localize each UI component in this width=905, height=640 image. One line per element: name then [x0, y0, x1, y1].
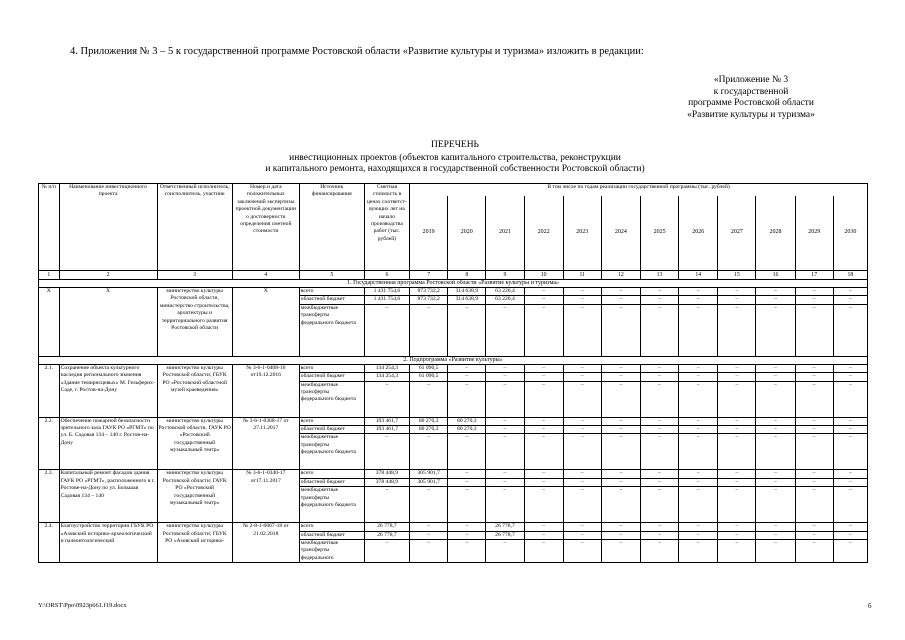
- year-value: –: [524, 288, 563, 296]
- funding-source: всего: [299, 364, 364, 372]
- year-value: –: [756, 296, 795, 304]
- year-value: –: [486, 470, 524, 478]
- year-value: –: [718, 531, 756, 539]
- year-value: –: [679, 531, 718, 539]
- year-value: –: [563, 426, 601, 434]
- column-number: 8: [448, 271, 486, 280]
- year-value: 305 901,7: [410, 470, 448, 478]
- year-value: –: [563, 296, 601, 304]
- year-value: –: [641, 487, 679, 523]
- year-value: –: [524, 531, 563, 539]
- year-value: –: [601, 381, 640, 417]
- year-value: –: [718, 540, 756, 563]
- year-value: –: [601, 296, 640, 304]
- year-value: –: [756, 434, 795, 470]
- header-cost: Сметная стоимость в ценах соответст-вующих лет на начало производства работ (тыс. рублей): [364, 184, 409, 271]
- estimated-cost: –: [364, 540, 409, 563]
- column-number: 9: [486, 271, 524, 280]
- year-value: –: [833, 304, 867, 356]
- year-value: –: [410, 487, 448, 523]
- year-value: –: [795, 540, 833, 563]
- year-value: –: [718, 487, 756, 523]
- estimated-cost: –: [364, 434, 409, 470]
- year-value: –: [448, 478, 486, 486]
- estimated-cost: –: [364, 381, 409, 417]
- funding-source: всего: [299, 288, 364, 296]
- year-value: 314 638,9: [448, 288, 486, 296]
- year-value: –: [601, 434, 640, 470]
- year-value: –: [795, 426, 833, 434]
- year-value: –: [756, 417, 795, 425]
- year-value: –: [601, 478, 640, 486]
- year-value: 873 732,2: [410, 296, 448, 304]
- column-number: 7: [410, 271, 448, 280]
- year-value: –: [563, 364, 601, 372]
- header-row: [39, 184, 868, 196]
- estimated-cost: 378 448,9: [364, 470, 409, 478]
- project-line-row: [39, 417, 868, 425]
- year-value: –: [486, 540, 524, 563]
- project-name: Капитальный ремонт фасадов здания ГАУК РО «РГМТ», расположенного в г. Ростове-на-Дону по ул. Большая Садовая 134 – 140: [59, 470, 157, 523]
- project-line-row: [39, 364, 868, 372]
- funding-source: межбюджетные трансферты федерального бюджета: [299, 381, 364, 417]
- funding-source: областной бюджет: [299, 478, 364, 486]
- header-year: 2020: [448, 196, 486, 271]
- year-value: –: [679, 426, 718, 434]
- year-value: 80 270,3: [410, 417, 448, 425]
- year-value: 80 270,3: [448, 417, 486, 425]
- year-value: –: [833, 470, 867, 478]
- year-value: –: [795, 487, 833, 523]
- header-year: 2029: [795, 196, 833, 271]
- table-body: [39, 184, 868, 563]
- year-value: –: [486, 417, 524, 425]
- project-line-row: [39, 523, 868, 531]
- header-num: № п/п: [39, 184, 60, 271]
- year-value: –: [601, 364, 640, 372]
- year-value: –: [448, 304, 486, 356]
- year-value: –: [679, 288, 718, 296]
- year-value: –: [563, 373, 601, 381]
- estimated-cost: 1 431 754,6: [364, 288, 409, 296]
- year-value: –: [641, 426, 679, 434]
- year-value: –: [833, 296, 867, 304]
- column-number: 18: [833, 271, 867, 280]
- year-value: –: [641, 523, 679, 531]
- year-value: –: [833, 540, 867, 563]
- year-value: –: [833, 288, 867, 296]
- page-number: 6: [868, 602, 872, 610]
- funding-source: всего: [299, 470, 364, 478]
- year-value: –: [679, 470, 718, 478]
- year-value: –: [641, 288, 679, 296]
- year-value: –: [833, 478, 867, 486]
- year-value: 873 732,2: [410, 288, 448, 296]
- estimated-cost: 193 461,7: [364, 417, 409, 425]
- year-value: –: [524, 364, 563, 372]
- header-year: 2024: [601, 196, 640, 271]
- header-year: 2026: [679, 196, 718, 271]
- year-value: –: [601, 426, 640, 434]
- year-value: –: [641, 540, 679, 563]
- section-title: 2. Подпрограмма «Развитие культуры»: [39, 356, 868, 364]
- column-number: 11: [563, 271, 601, 280]
- project-doc: X: [232, 288, 299, 357]
- column-numbers-row: [39, 271, 868, 280]
- estimated-cost: 26 778,7: [364, 523, 409, 531]
- project-executor: министерство культуры Ростовской области, ГАУК РО «Ростовский государственный музыкальный театр»: [157, 417, 232, 470]
- year-value: –: [756, 364, 795, 372]
- funding-source: областной бюджет: [299, 531, 364, 539]
- funding-source: всего: [299, 417, 364, 425]
- year-value: –: [524, 470, 563, 478]
- funding-source: всего: [299, 523, 364, 531]
- year-value: –: [601, 487, 640, 523]
- year-value: –: [641, 417, 679, 425]
- year-value: –: [524, 381, 563, 417]
- year-value: 305 901,7: [410, 478, 448, 486]
- title-line: ПЕРЕЧЕНЬ: [430, 140, 480, 150]
- year-value: 26 778,7: [486, 523, 524, 531]
- funding-source: областной бюджет: [299, 296, 364, 304]
- funding-source: областной бюджет: [299, 426, 364, 434]
- funding-source: межбюджетные трансферты федерального бюджета: [299, 487, 364, 523]
- estimated-cost: 134 254,3: [364, 364, 409, 372]
- appendix-line: программе Ростовской области: [688, 98, 814, 108]
- year-value: –: [833, 523, 867, 531]
- header-year: 2021: [486, 196, 524, 271]
- year-value: 61 090,5: [410, 373, 448, 381]
- project-name: X: [59, 288, 157, 357]
- year-value: –: [756, 381, 795, 417]
- column-number: 6: [364, 271, 409, 280]
- year-value: –: [679, 417, 718, 425]
- year-value: –: [448, 434, 486, 470]
- year-value: –: [641, 296, 679, 304]
- year-value: –: [718, 478, 756, 486]
- year-value: –: [563, 470, 601, 478]
- funding-source: областной бюджет: [299, 373, 364, 381]
- year-value: –: [795, 470, 833, 478]
- year-value: –: [795, 523, 833, 531]
- year-value: –: [795, 531, 833, 539]
- year-value: –: [718, 288, 756, 296]
- project-doc: № 3-6-1-0408-16 от19.12.2016: [232, 364, 299, 417]
- year-value: –: [486, 381, 524, 417]
- project-name: Обеспечение пожарной безопасности зрительного зала ГАУК РО «РГМТ» по ул. Б. Садовая 134 – 140 г. Ростов-на-Дону: [59, 417, 157, 470]
- year-value: –: [601, 531, 640, 539]
- year-value: –: [448, 540, 486, 563]
- column-number: 10: [524, 271, 563, 280]
- project-executor: министерство культуры Ростовской области; ГБУК РО «Ростовский областной музей краеведения»: [157, 364, 232, 417]
- header-year: 2028: [756, 196, 795, 271]
- project-executor: министерство культуры Ростовской области; ГАУК РО «Ростовский государственный музыкальный театр»: [157, 470, 232, 523]
- year-value: –: [679, 373, 718, 381]
- title-line: и капитального ремонта, находящихся в государственной собственности Ростовской области): [265, 164, 645, 174]
- column-number: 1: [39, 271, 60, 280]
- year-value: 26 778,7: [486, 531, 524, 539]
- header-year: 2027: [718, 196, 756, 271]
- year-value: –: [718, 304, 756, 356]
- year-value: –: [641, 478, 679, 486]
- year-value: –: [756, 288, 795, 296]
- year-value: –: [563, 288, 601, 296]
- year-value: –: [679, 478, 718, 486]
- year-value: –: [718, 523, 756, 531]
- year-value: –: [448, 531, 486, 539]
- project-line-row: [39, 470, 868, 478]
- year-value: –: [601, 417, 640, 425]
- year-value: –: [448, 373, 486, 381]
- year-value: –: [795, 296, 833, 304]
- column-number: 3: [157, 271, 232, 280]
- year-value: –: [563, 381, 601, 417]
- year-value: –: [563, 304, 601, 356]
- year-value: –: [679, 364, 718, 372]
- year-value: –: [795, 373, 833, 381]
- funding-source: межбюджетные трансферты федерального бюджета: [299, 434, 364, 470]
- year-value: 80 270,3: [448, 426, 486, 434]
- year-value: –: [641, 381, 679, 417]
- estimated-cost: 134 254,3: [364, 373, 409, 381]
- column-number: 14: [679, 271, 718, 280]
- year-value: –: [601, 470, 640, 478]
- year-value: –: [718, 426, 756, 434]
- year-value: –: [679, 381, 718, 417]
- year-value: –: [486, 434, 524, 470]
- column-number: 12: [601, 271, 640, 280]
- column-number: 13: [641, 271, 679, 280]
- year-value: –: [679, 434, 718, 470]
- year-value: –: [795, 417, 833, 425]
- year-value: –: [563, 487, 601, 523]
- appendix-line: «Развитие культуры и туризма»: [687, 109, 815, 120]
- year-value: –: [563, 523, 601, 531]
- year-value: –: [641, 470, 679, 478]
- year-value: –: [448, 364, 486, 372]
- project-executor: министерство культуры Ростовской области; ГБУК РО «Азовский историко-: [157, 523, 232, 563]
- project-doc: № 3-6-1-0368-17 от 27.11.2017: [232, 417, 299, 470]
- year-value: –: [601, 373, 640, 381]
- year-value: –: [756, 470, 795, 478]
- funding-source: межбюджетные трансферты федерального бюджета: [299, 304, 364, 356]
- year-value: –: [795, 381, 833, 417]
- project-num: 2.3.: [39, 470, 60, 523]
- year-value: –: [486, 487, 524, 523]
- year-value: –: [679, 296, 718, 304]
- header-name: Наименование инвестиционного проекта: [59, 184, 157, 271]
- year-value: –: [833, 373, 867, 381]
- footer-file-path: Y:\ORST\Ppo\0923p661.f19.docx: [38, 602, 127, 609]
- year-value: –: [601, 540, 640, 563]
- year-value: –: [641, 531, 679, 539]
- column-number: 17: [795, 271, 833, 280]
- project-doc: № 2-8-1-0067-18 от 21.02.2018: [232, 523, 299, 563]
- project-num: 2.1.: [39, 364, 60, 417]
- year-value: 80 270,3: [410, 426, 448, 434]
- year-value: –: [718, 381, 756, 417]
- year-value: –: [641, 373, 679, 381]
- year-value: –: [563, 531, 601, 539]
- estimated-cost: 193 461,7: [364, 426, 409, 434]
- estimated-cost: 26 778,7: [364, 531, 409, 539]
- project-name: Благоустройство территории ГБУК РО «Азовский историко-археологический и палеонтологический: [59, 523, 157, 563]
- year-value: –: [756, 540, 795, 563]
- header-years-span: В том числе по годам реализации государственной программы (тыс. рублей): [410, 184, 868, 196]
- year-value: –: [448, 523, 486, 531]
- intro-paragraph: 4. Приложения № 3 – 5 к государственной программе Ростовской области «Развитие культуры и туризма» изложить в редакции:: [70, 46, 644, 57]
- year-value: –: [641, 364, 679, 372]
- year-value: –: [756, 373, 795, 381]
- year-value: –: [524, 478, 563, 486]
- year-value: –: [410, 540, 448, 563]
- year-value: –: [833, 426, 867, 434]
- year-value: –: [718, 470, 756, 478]
- year-value: –: [756, 478, 795, 486]
- year-value: –: [679, 487, 718, 523]
- year-value: –: [756, 426, 795, 434]
- appendix-heading: [651, 75, 851, 121]
- year-value: –: [486, 478, 524, 486]
- year-value: 314 638,9: [448, 296, 486, 304]
- year-value: 63 220,4: [486, 288, 524, 296]
- column-number: 15: [718, 271, 756, 280]
- year-value: –: [718, 296, 756, 304]
- year-value: –: [410, 304, 448, 356]
- project-num: X: [39, 288, 60, 357]
- project-line-row: [39, 288, 868, 296]
- year-value: –: [410, 381, 448, 417]
- year-value: –: [718, 434, 756, 470]
- year-value: –: [833, 381, 867, 417]
- year-value: –: [410, 434, 448, 470]
- estimated-cost: 378 448,9: [364, 478, 409, 486]
- year-value: –: [486, 364, 524, 372]
- year-value: –: [795, 364, 833, 372]
- year-value: –: [795, 478, 833, 486]
- year-value: –: [833, 417, 867, 425]
- project-num: 2.4.: [39, 523, 60, 563]
- section-row: [39, 280, 868, 288]
- header-year: 2030: [833, 196, 867, 271]
- year-value: –: [524, 487, 563, 523]
- document-title: [150, 140, 760, 176]
- year-value: –: [833, 364, 867, 372]
- year-value: –: [486, 304, 524, 356]
- year-value: –: [563, 417, 601, 425]
- project-executor: министерство культуры Ростовской области, министерство строительства, архитектуры и территориального развития Ростовской области: [157, 288, 232, 357]
- year-value: –: [524, 296, 563, 304]
- year-value: –: [563, 540, 601, 563]
- year-value: –: [641, 434, 679, 470]
- year-value: –: [486, 426, 524, 434]
- year-value: –: [718, 373, 756, 381]
- year-value: –: [833, 434, 867, 470]
- year-value: –: [563, 434, 601, 470]
- year-value: –: [756, 304, 795, 356]
- funding-source: межбюджетные трансферты федерального: [299, 540, 364, 563]
- project-name: Сохранение объекта культурного наследия регионального значения «Здание темирнсцевых» М. Гельферих-Саде, г. Ростов-на-Дону: [59, 364, 157, 417]
- investment-projects-table: [38, 183, 868, 563]
- appendix-line: к государственной: [713, 86, 789, 97]
- year-value: –: [448, 381, 486, 417]
- year-value: –: [524, 417, 563, 425]
- header-year: 2025: [641, 196, 679, 271]
- year-value: –: [601, 304, 640, 356]
- year-value: –: [756, 523, 795, 531]
- project-doc: № 3-6-1-0340-17 от17.11.2017: [232, 470, 299, 523]
- column-number: 16: [756, 271, 795, 280]
- estimated-cost: –: [364, 304, 409, 356]
- column-number: 4: [232, 271, 299, 280]
- column-number: 2: [59, 271, 157, 280]
- year-value: –: [718, 364, 756, 372]
- year-value: –: [448, 470, 486, 478]
- header-executor: Ответственный исполнитель, соисполнитель, участник: [157, 184, 232, 271]
- year-value: –: [833, 531, 867, 539]
- year-value: –: [486, 373, 524, 381]
- year-value: –: [601, 523, 640, 531]
- year-value: –: [448, 487, 486, 523]
- year-value: –: [524, 434, 563, 470]
- year-value: –: [756, 487, 795, 523]
- year-value: –: [756, 531, 795, 539]
- year-value: –: [833, 487, 867, 523]
- year-value: –: [641, 304, 679, 356]
- section-row: [39, 356, 868, 364]
- year-value: –: [679, 523, 718, 531]
- year-value: –: [524, 304, 563, 356]
- estimated-cost: –: [364, 487, 409, 523]
- column-number: 5: [299, 271, 364, 280]
- year-value: –: [524, 523, 563, 531]
- header-year: 2022: [524, 196, 563, 271]
- year-value: 63 220,4: [486, 296, 524, 304]
- header-year: 2019: [410, 196, 448, 271]
- section-title: 1. Государственная программа Ростовской области «Развитие культуры и туризма»: [39, 280, 868, 288]
- appendix-line: «Приложение № 3: [713, 75, 789, 85]
- estimated-cost: 1 431 754,6: [364, 296, 409, 304]
- header-year: 2023: [563, 196, 601, 271]
- year-value: –: [795, 304, 833, 356]
- year-value: –: [563, 478, 601, 486]
- year-value: –: [410, 523, 448, 531]
- project-num: 2.2.: [39, 417, 60, 470]
- year-value: 61 090,5: [410, 364, 448, 372]
- year-value: –: [795, 288, 833, 296]
- year-value: –: [795, 434, 833, 470]
- year-value: –: [410, 531, 448, 539]
- year-value: –: [524, 540, 563, 563]
- year-value: –: [718, 417, 756, 425]
- header-source: Источник финансирования: [299, 184, 364, 271]
- year-value: –: [524, 373, 563, 381]
- year-value: –: [679, 304, 718, 356]
- header-doc: Номер и дата положительных заключений экспертизы проектной документации о достоверности определения сметной стоимости: [232, 184, 299, 271]
- title-line: инвестиционных проектов (объектов капитального строительства, реконструкции: [289, 152, 621, 163]
- year-value: –: [601, 288, 640, 296]
- year-value: –: [524, 426, 563, 434]
- year-value: –: [679, 540, 718, 563]
